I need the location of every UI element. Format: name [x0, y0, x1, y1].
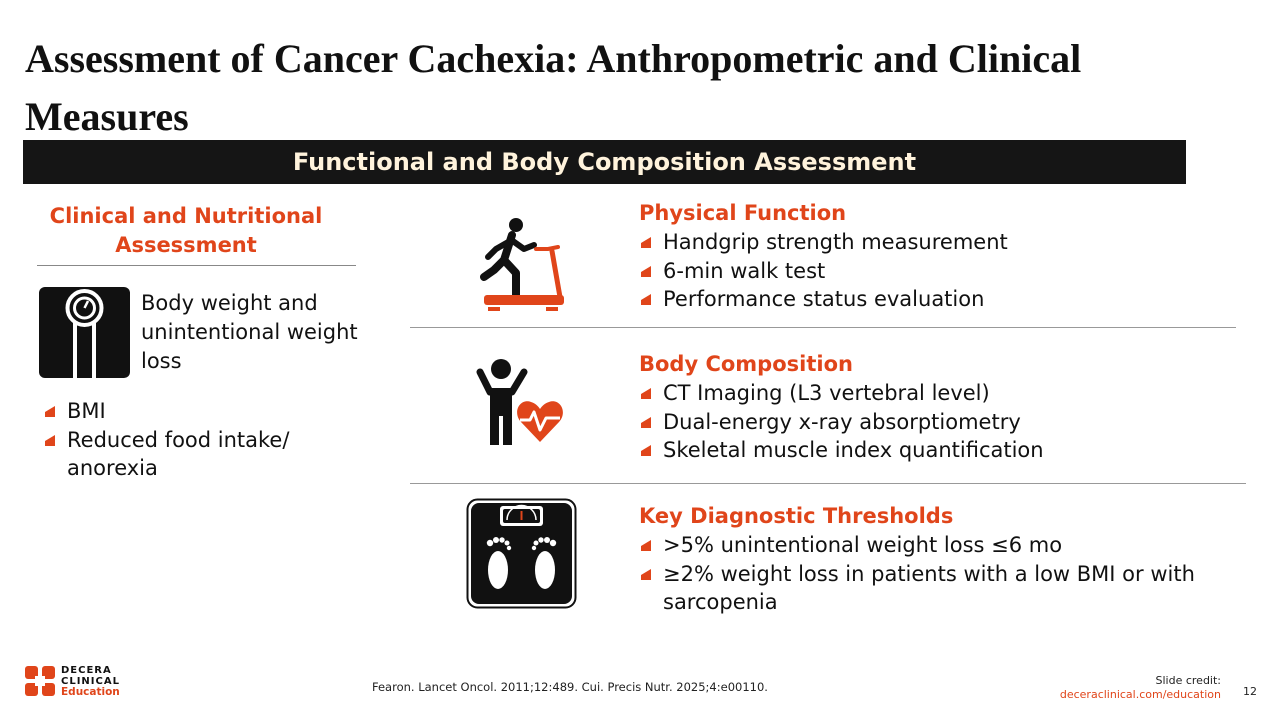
list-item: CT Imaging (L3 vertebral level): [639, 379, 1239, 408]
list-item: Skeletal muscle index quantification: [639, 436, 1239, 465]
list-item: Handgrip strength measurement: [639, 228, 1239, 257]
section-divider: [410, 483, 1246, 484]
bullet-marker-icon: [641, 445, 651, 456]
list-item: >5% unintentional weight loss ≤6 mo: [639, 531, 1199, 560]
section-banner: Functional and Body Composition Assessment: [23, 140, 1186, 184]
section-heading: Body Composition: [639, 352, 853, 376]
bullet-marker-icon: [641, 294, 651, 305]
page-number: 12: [1243, 685, 1257, 698]
section-diagnostic-thresholds: [639, 502, 1239, 617]
bullet-marker-icon: [641, 266, 651, 277]
bullet-marker-icon: [641, 569, 651, 580]
left-column-heading: Clinical and Nutritional Assessment: [49, 204, 323, 257]
weighing-scale-icon: [39, 287, 130, 378]
list-item: Performance status evaluation: [639, 285, 1239, 314]
bullet-marker-icon: [641, 540, 651, 551]
section-body-composition: [639, 350, 1239, 465]
section-divider: [410, 327, 1236, 328]
list-item: BMI: [43, 397, 363, 426]
section-bullet-list: [639, 379, 1239, 465]
bathroom-scale-icon: [466, 498, 577, 609]
person-heart-icon: [474, 358, 566, 448]
left-divider: [37, 265, 356, 266]
list-item: Dual-energy x-ray absorptiometry: [639, 408, 1239, 437]
bullet-marker-icon: [641, 388, 651, 399]
bullet-marker-icon: [45, 435, 55, 446]
body-weight-text: Body weight and unintentional weight loss: [141, 291, 358, 373]
decera-logo-text: DECERA CLINICAL Education: [61, 665, 120, 698]
slide-credit: [1000, 674, 1221, 702]
bullet-marker-icon: [641, 237, 651, 248]
credit-label: Slide credit:: [1155, 674, 1221, 687]
bullet-marker-icon: [45, 406, 55, 417]
slide-title: Assessment of Cancer Cachexia: Anthropometric and Clinical Measures: [25, 36, 1082, 139]
decera-logo-icon: [25, 666, 55, 696]
section-physical-function: [639, 199, 1239, 314]
list-item: Reduced food intake/ anorexia: [43, 426, 363, 483]
left-bullet-list: [43, 397, 363, 483]
list-item: 6-min walk test: [639, 257, 1239, 286]
treadmill-runner-icon: [476, 215, 566, 315]
section-bullet-list: [639, 228, 1239, 314]
list-item: ≥2% weight loss in patients with a low BMI or with sarcopenia: [639, 560, 1199, 617]
section-bullet-list: [639, 531, 1199, 617]
citation-text: Fearon. Lancet Oncol. 2011;12:489. Cui. Precis Nutr. 2025;4:e00110.: [372, 680, 768, 694]
credit-link[interactable]: deceraclinical.com/education: [1059, 688, 1221, 701]
section-heading: Key Diagnostic Thresholds: [639, 504, 954, 528]
bullet-marker-icon: [641, 417, 651, 428]
section-heading: Physical Function: [639, 201, 847, 225]
